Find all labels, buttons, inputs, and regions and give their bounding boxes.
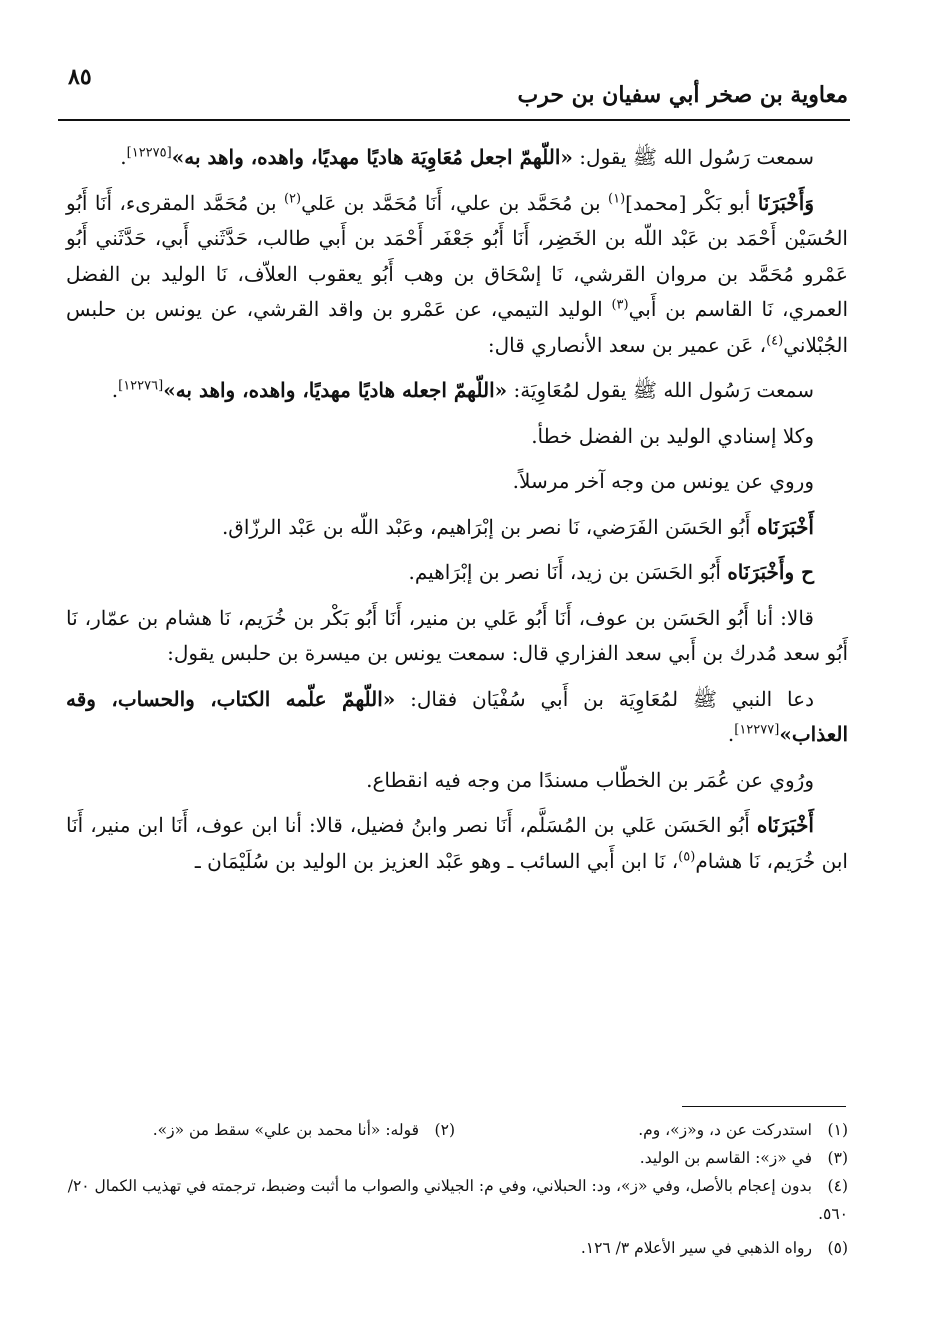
footnote-rule <box>682 1106 846 1107</box>
footnote-1: (١)استدركت عن د، و«ز»، وم. <box>638 1121 848 1139</box>
akhbarana-lead: وَأَخْبَرَنَا <box>757 190 814 215</box>
hadith-quote: «اللّهمّ اجعل مُعَاوِيَة هاديًا مهديًا، واهده، واهد به» <box>171 145 573 169</box>
hadith-quote: «اللّهمّ علّمه الكتاب، والحساب، وقه العذاب» <box>66 686 848 746</box>
paragraph-isnad-1: وَأَخْبَرَنَا أبو بَكْر [محمد]$^{(١)}$ بن مُحَمَّد بن علي، أَنَا مُحَمَّد بن عَلي$^{(٢)}$ بن مُحَمَّد المقرىء، أَنَا أَبُو الحُسَيْن أَحْمَد بن عَبْد اللّه بن الخَضِر، أَنَا أَبُو جَعْفَر أَحْمَد بن أَبي طالب، حَدَّثَني أَبي، حَدَّثَني أَبُو عَمْرو مُحَمَّد بن مروان القرشي، نَا إسْحَاق بن وهب أَبُو يعقوب العلاّف، نَا الوليد بن الفضل العمري، نَا القاسم بن أَبي$^{(٣)}$ الوليد التيمي، عن عَمْرو بن واقد القرشي، عن يونس بن حلبس الجُبْلاني$^{(٤)}$، عَن عمير بن سعد الأنصاري قال: <box>66 190 849 357</box>
akhbarana-lead: أَخْبَرَنَاه <box>756 813 814 837</box>
paragraph-comment-1: وكلا إسنادي الوليد بن الفضل خطأ. <box>531 423 814 448</box>
akhbarana-lead: ح وأَخْبَرَنَاه <box>727 560 814 584</box>
footnote-row <box>62 1116 848 1144</box>
running-title: معاوية بن صخر أبي سفيان بن حرب <box>517 82 848 108</box>
paragraph-isnad-5: أَخْبَرَنَاه أَبُو الحَسَن عَلي بن المُسَلَّم، أَنَا نصر وابنُ فضيل، قالا: أنا ابن عوف، أَنَا ابن منير، أَنَا ابن خُرَيم، نَا هشام$^{(٥)}$، نَا ابن أَبي السائب ـ وهو عَبْد العزيز بن الوليد بن سُلَيْمَان ـ <box>66 813 848 873</box>
header-rule <box>58 119 850 121</box>
footnote-3: (٣)في «ز»: القاسم بن الوليد. <box>639 1149 848 1167</box>
akhbarana-lead: أَخْبَرَنَاه <box>756 514 814 539</box>
footnote-5: (٥)رواه الذهبي في سير الأعلام ٣/ ١٢٦. <box>580 1239 848 1257</box>
footnote-ref-2: (٢) <box>283 190 302 206</box>
paragraph-hadith-2: سمعت رَسُول الله ﷺ يقول لمُعَاوِيَة: «اللّهمّ اجعله هاديًا مهديًا، واهده، واهد به»[١٢٢٧٦]. <box>111 378 814 402</box>
paragraph-comment-2: وروي عن يونس من وجه آخر مرسلاً. <box>512 469 814 493</box>
footnote-4: (٤)بدون إعجام بالأصل، وفي «ز»، ود: الحبلاني، وفي م: الجيلاني والصواب ما أثبت وضبط، ترجمته في تهذيب الكمال ٢٠/ ٥٦٠. <box>67 1177 848 1223</box>
footnotes <box>62 1116 848 1262</box>
footnote-ref-1: (١) <box>608 190 626 206</box>
page-number: ٨٥ <box>68 64 92 90</box>
hadith-quote: «اللّهمّ اجعله هاديًا مهديًا، واهده، واهد به» <box>163 378 508 402</box>
paragraph-isnad-2: أَخْبَرَنَاه أَبُو الحَسَن الفَرَضي، نَا نصر بن إبْرَاهيم، وعَبْد اللّه بن عَبْد الرزّاق. <box>221 514 814 539</box>
paragraph-hadith-3: دعا النبي ﷺ لمُعَاوِيَة بن أَبي سُفْيَان فقال: «اللّهمّ علّمه الكتاب، والحساب، وقه العذاب»[١٢٢٧٧]. <box>66 686 848 746</box>
paragraph-comment-3: ورُوي عن عُمَر بن الخطّاب مسندًا من وجه فيه انقطاع. <box>366 767 814 792</box>
hadith-number: [١٢٢٧٧] <box>734 722 780 738</box>
footnote-ref-4: (٤) <box>766 332 784 348</box>
main-text <box>66 140 848 879</box>
paragraph-isnad-4: قالا: أنا أَبُو الحَسَن بن عوف، أَنَا أَبُو عَلي بن منير، أَنَا أَبُو بَكْر بن خُرَيم، نَا هشام بن عمّار، نَا أَبُو سعد مُدرك بن أَبي سعد الفزاري قال: سمعت يونس بن ميسرة بن حلبس يقول: <box>66 605 848 665</box>
footnote-ref-5: (٥) <box>678 848 696 864</box>
paragraph-hadith-1: سمعت رَسُول الله ﷺ يقول: «اللّهمّ اجعل مُعَاوِيَة هاديًا مهديًا، واهده، واهد به»[١٢٢٧٥]. <box>120 145 814 169</box>
footnote-ref-3: (٣) <box>611 297 629 313</box>
paragraph-isnad-3: ح وأَخْبَرَنَاه أَبُو الحَسَن بن زيد، أَنَا نصر بن إبْرَاهيم. <box>408 560 814 584</box>
hadith-number: [١٢٢٧٥] <box>126 145 172 161</box>
hadith-number: [١٢٢٧٦] <box>118 378 164 394</box>
footnote-2: (٢)قوله: «أنا محمد بن علي» سقط من «ز». <box>152 1121 455 1139</box>
page-header <box>68 60 848 120</box>
